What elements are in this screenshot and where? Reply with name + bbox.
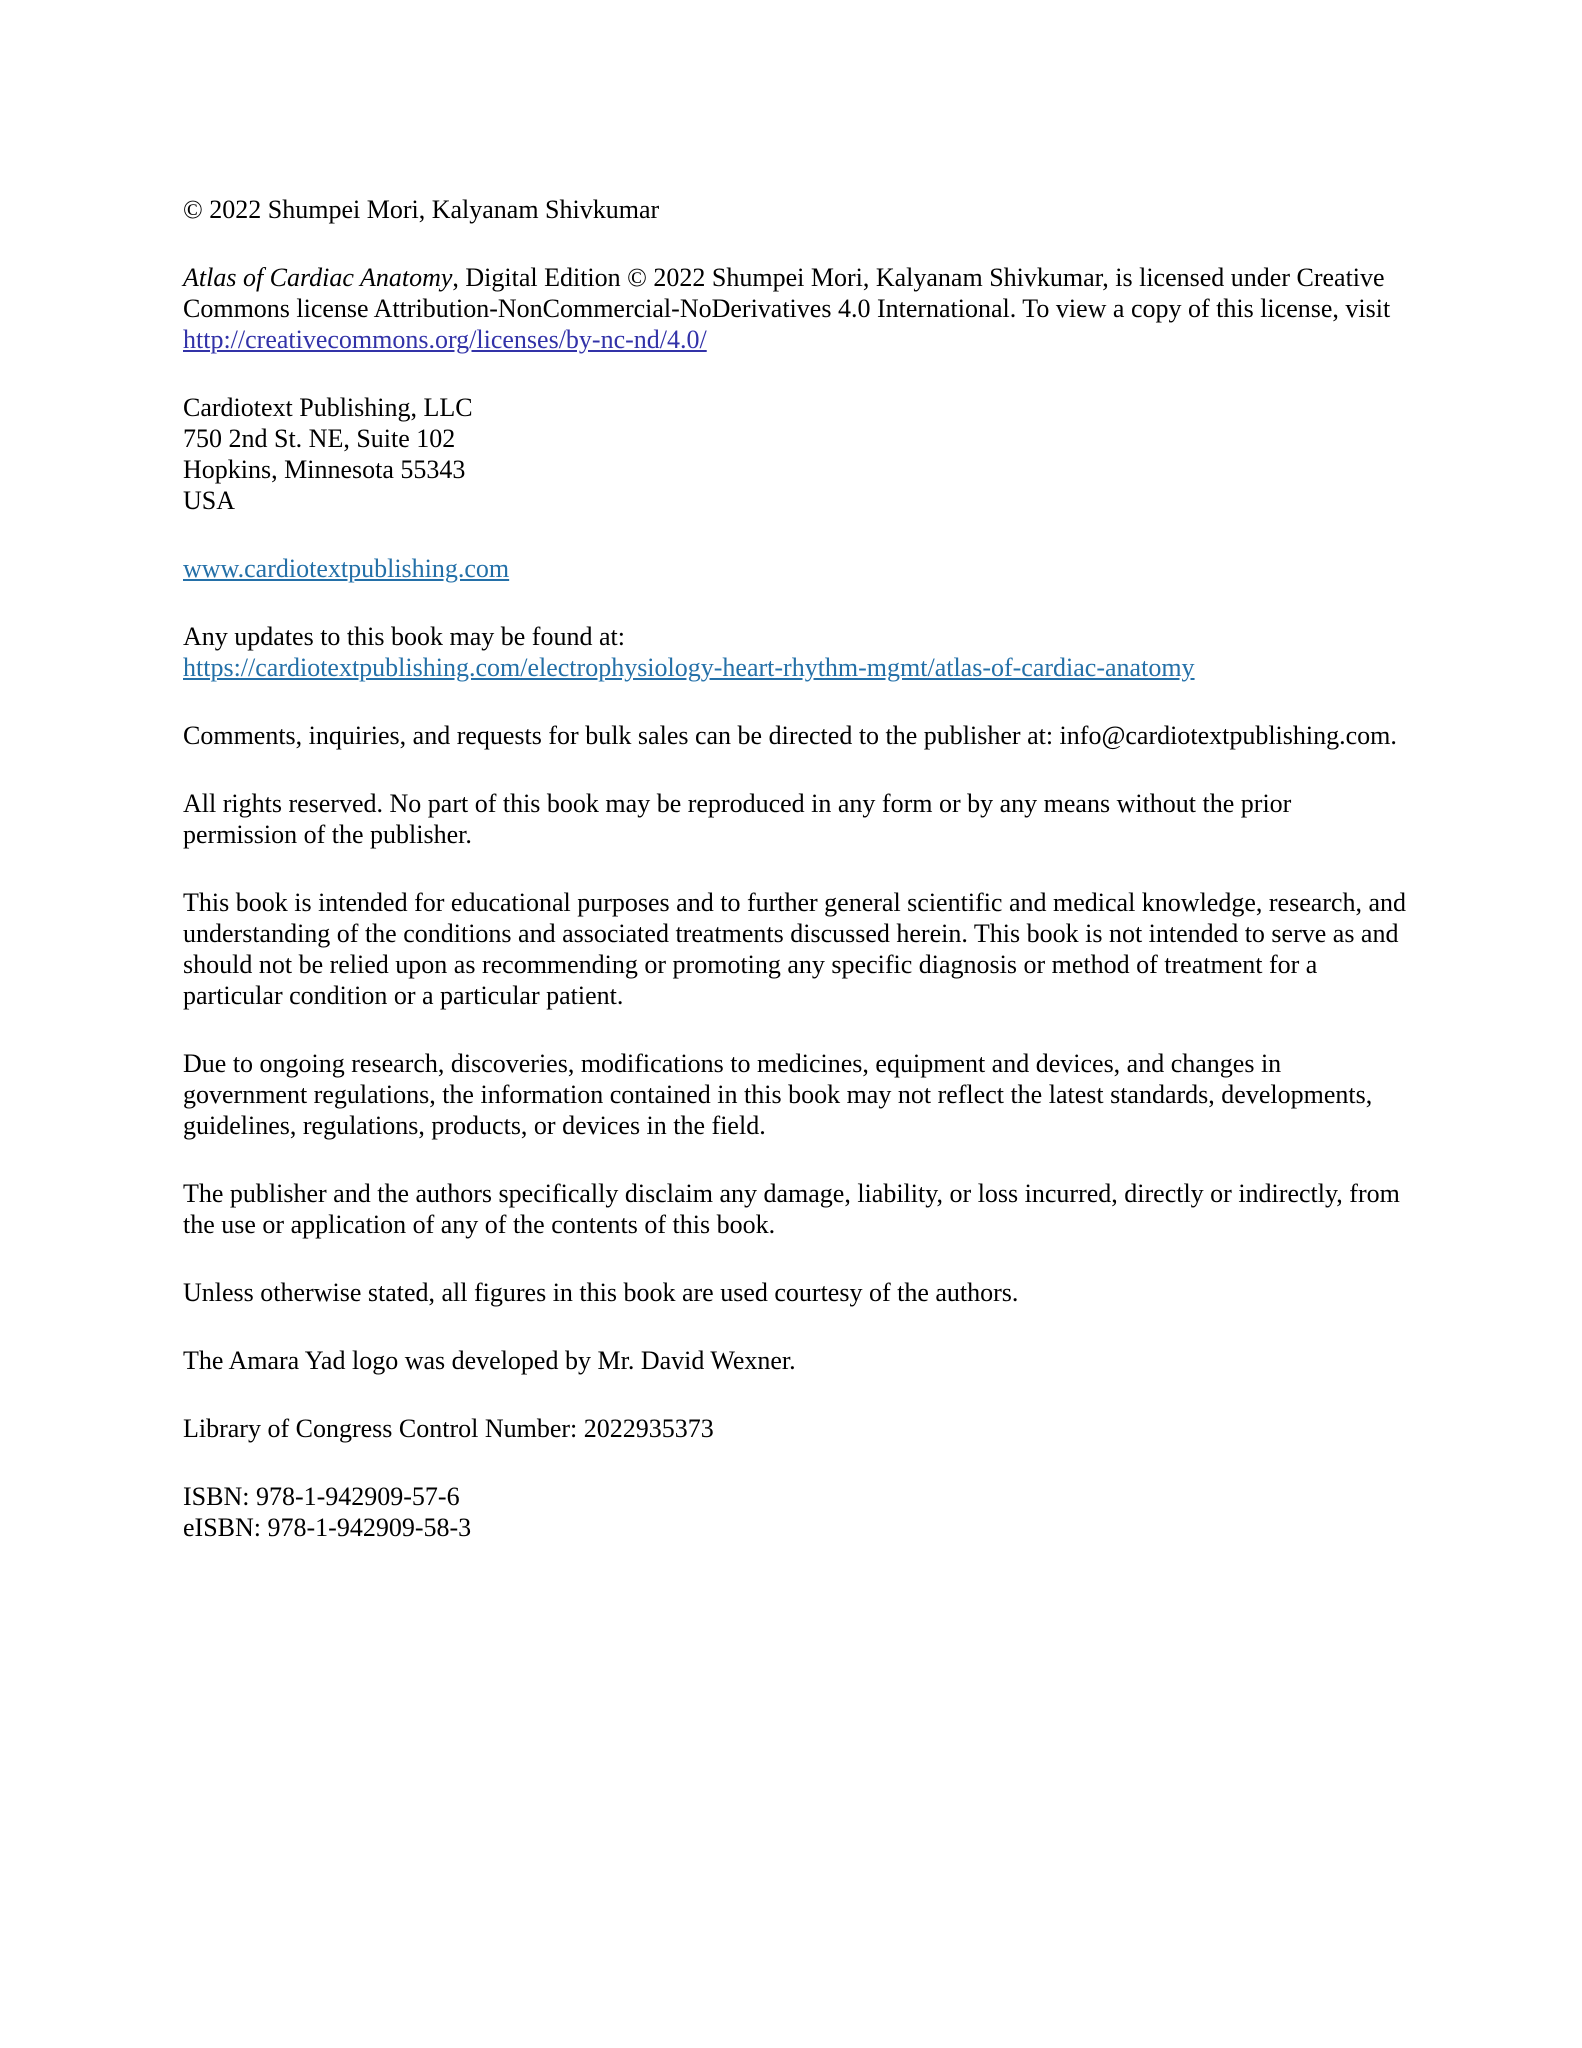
copyright-page [183,194,1411,1580]
publisher-street: 750 2nd St. NE, Suite 102 [183,424,456,453]
license-paragraph [183,262,1411,355]
publisher-country: USA [183,486,236,515]
book-title: Atlas of Cardiac Anatomy [183,263,453,292]
publisher-website-paragraph [183,553,1411,584]
copyright-notice: © 2022 Shumpei Mori, Kalyanam Shivkumar [183,195,660,224]
isbn-paragraph [183,1481,1411,1543]
educational-purpose-paragraph: This book is intended for educational purposes and to further general scientific and medical knowledge, research, and understanding of the conditions and associated treatments discussed herein. This book is not intended to serve as and should not be relied upon as recommending or promoting any specific diagnosis or method of treatment for a particular condition or a particular patient. [183,888,1407,1010]
updates-link[interactable]: https://cardiotextpublishing.com/electrophysiology-heart-rhythm-mgmt/atlas-of-cardiac-anatomy [183,653,1195,682]
logo-credit-paragraph: The Amara Yad logo was developed by Mr. David Wexner. [183,1346,796,1375]
figures-credit-paragraph: Unless otherwise stated, all figures in this book are used courtesy of the authors. [183,1278,1019,1307]
eisbn: eISBN: 978-1-942909-58-3 [183,1513,472,1542]
all-rights-paragraph: All rights reserved. No part of this book may be reproduced in any form or by any means without the prior permission of the publisher. [183,789,1292,849]
updates-intro: Any updates to this book may be found at: [183,622,625,651]
isbn: ISBN: 978-1-942909-57-6 [183,1482,460,1511]
creative-commons-license-link[interactable]: http://creativecommons.org/licenses/by-nc-nd/4.0/ [183,325,707,354]
publisher-name: Cardiotext Publishing, LLC [183,393,473,422]
bulk-sales-paragraph: Comments, inquiries, and requests for bulk sales can be directed to the publisher at: info@cardiotextpublishing.com. [183,721,1397,750]
license-text: , Digital Edition © 2022 Shumpei Mori, Kalyanam Shivkumar, is licensed under Creative Commons license Attribution-NonCommercial-NoDerivatives 4.0 International. To view a copy of this license, visit [183,263,1391,323]
ongoing-research-paragraph: Due to ongoing research, discoveries, modifications to medicines, equipment and devices, and changes in government regulations, the information contained in this book may not reflect the latest standards, developments, guidelines, regulations, products, or devices in the field. [183,1049,1373,1140]
publisher-address [183,392,1411,516]
publisher-city-state-zip: Hopkins, Minnesota 55343 [183,455,466,484]
updates-paragraph [183,621,1411,683]
liability-disclaimer-paragraph: The publisher and the authors specifically disclaim any damage, liability, or loss incurred, directly or indirectly, from the use or application of any of the contents of this book. [183,1179,1400,1239]
publisher-website-link[interactable]: www.cardiotextpublishing.com [183,554,510,583]
lccn-paragraph: Library of Congress Control Number: 2022935373 [183,1414,714,1443]
